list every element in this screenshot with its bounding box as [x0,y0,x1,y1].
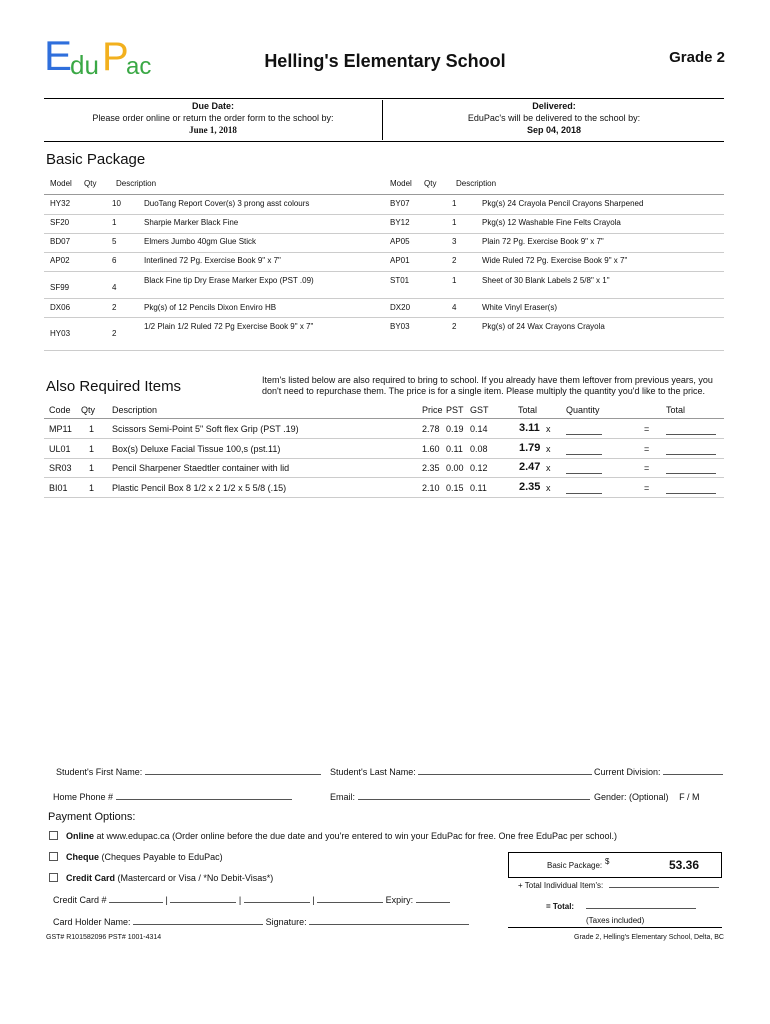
equals-sign: = [644,463,650,473]
col-gst: GST [470,405,489,415]
col-description: Description [116,179,157,188]
basic-cell-description: Pkg(s) 12 Washable Fine Felts Crayola [482,218,621,227]
col-qty: Qty [84,179,97,188]
school-title: Helling's Elementary School [264,51,506,71]
basic-row-divider [44,214,724,215]
col-description-2: Description [456,179,497,188]
grade-label: Grade 2 [669,49,725,66]
basic-cell-qty: 6 [112,256,117,265]
basic-package-value: 53.36 [669,858,700,872]
also-cell-description: Pencil Sharpener Staedtler container with lid [112,463,290,473]
quantity-input[interactable] [566,434,602,435]
also-cell-gst: 0.08 [470,443,488,454]
basic-cell-model: AP01 [390,256,410,265]
line-total-input[interactable] [666,434,716,435]
basic-cell-description: Wide Ruled 72 Pg. Exercise Book 9" x 7" [482,256,628,265]
quantity-input[interactable] [566,473,602,474]
basic-cell-description: Plain 72 Pg. Exercise Book 9" x 7" [482,237,604,246]
col-price: Price [422,405,443,415]
basic-cell-description: DuoTang Report Cover(s) 3 prong asst colours [144,199,310,208]
line-total-input[interactable] [666,454,716,455]
also-cell-total: 3.11 [519,422,540,434]
online-option [66,831,617,841]
basic-cell-model: BY07 [390,199,410,208]
basic-cell-description: Pkg(s) 24 Crayola Pencil Crayons Sharpened [482,199,644,208]
also-cell-description: Scissors Semi-Point 5" Soft flex Grip (PST .19) [112,424,299,434]
delivered-text: EduPac's will be delivered to the school by: [467,113,641,123]
delivered-label: Delivered: [532,101,576,111]
equals-sign: = [644,482,650,493]
first-name-field[interactable] [56,767,321,777]
also-required-title: Also Required Items [46,378,182,395]
cheque-checkbox[interactable] [49,852,58,861]
logo-p: P [102,35,129,79]
multiply-sign: x [546,443,551,454]
delivered-box [384,100,724,140]
also-cell-price: 2.78 [422,424,440,434]
header-bottom-divider [44,141,724,142]
also-cell-qty: 1 [89,482,95,493]
also-cell-total: 2.35 [519,480,541,493]
basic-cell-qty: 5 [112,237,117,246]
basic-cell-description: Pkg(s) of 12 Pencils Dixon Enviro HB [144,303,277,312]
card-holder-input[interactable] [133,924,263,925]
line-total-input[interactable] [666,473,716,474]
logo-ac: ac [126,53,152,80]
also-cell-code: MP11 [49,424,72,434]
basic-cell-model: BD07 [50,237,71,246]
basic-cell-description: 1/2 Plain 1/2 Ruled 72 Pg Exercise Book 9" x 7" [144,322,314,331]
col-qty-2: Qty [424,179,437,188]
basic-cell-qty: 1 [112,218,117,227]
delivered-date: Sep 04, 2018 [526,125,582,135]
also-row-divider [44,438,724,439]
also-cell-code: SR03 [49,463,72,473]
expiry-input[interactable] [416,902,450,903]
gender-field[interactable] [594,792,700,802]
basic-cell-qty: 1 [452,276,457,285]
basic-row-divider [44,233,724,234]
last-name-input[interactable] [418,774,592,775]
credit-card-number-field[interactable]: Credit Card # | | | Expiry: [53,895,450,905]
division-field[interactable] [594,767,723,777]
basic-cell-qty: 2 [452,322,457,331]
basic-cell-description: Black Fine tip Dry Erase Marker Expo (PST .09) [144,276,314,285]
also-header-line [44,418,724,419]
basic-cell-description: Elmers Jumbo 40gm Glue Stick [144,237,257,246]
multiply-sign: x [546,424,551,434]
basic-cell-model: AP02 [50,256,70,265]
first-name-input[interactable] [145,774,321,775]
cheque-option [66,852,223,862]
basic-package-title: Basic Package [46,151,146,168]
also-cell-qty: 1 [89,443,95,454]
due-date-value: June 1, 2018 [189,125,237,135]
quantity-input[interactable] [566,454,602,455]
basic-cell-model: BY12 [390,218,410,227]
last-name-field[interactable] [330,767,592,777]
signature-label: Signature: [265,917,307,927]
basic-cell-qty: 2 [112,303,117,312]
due-date-text: Please order online or return the order form to the school by: [92,113,334,123]
basic-cell-model: SF99 [50,283,70,292]
also-cell-pst: 0.00 [446,463,464,473]
logo-du: du [70,50,99,80]
multiply-sign: x [546,463,551,473]
equals-sign: = [644,443,650,454]
basic-package-summary [508,852,722,878]
col-model-2: Model [390,179,412,188]
header-divider [44,98,724,99]
last-name-label: Student's Last Name: [330,767,416,777]
footer-school-info: Grade 2, Helling's Elementary School, Delta, BC [574,934,724,941]
also-cell-code: BI01 [49,482,68,493]
phone-label: Home Phone # [53,792,114,802]
basic-cell-qty: 1 [452,218,457,227]
phone-field[interactable] [53,792,292,802]
credit-option [66,873,273,883]
basic-cell-model: DX06 [50,303,71,312]
gender-options[interactable]: F / M [679,792,700,802]
also-cell-total: 2.47 [519,461,541,473]
also-row-divider [44,458,724,459]
col-total-2: Total [666,405,686,415]
also-cell-code: UL01 [49,443,71,454]
basic-cell-model: HY03 [50,329,71,338]
online-checkbox[interactable] [49,831,58,840]
basic-row-divider [44,252,724,253]
basic-cell-qty: 2 [452,256,457,265]
email-input[interactable] [358,799,590,800]
cheque-label: Cheque [66,852,100,862]
card-segment-3[interactable] [244,902,310,903]
also-cell-gst: 0.12 [470,463,488,473]
basic-header-line [44,194,724,195]
col-total: Total [518,405,538,415]
basic-row-divider [44,317,724,318]
basic-cell-model: DX20 [390,303,411,312]
grand-total[interactable] [546,902,696,911]
online-label: Online [66,831,95,841]
summary-bottom-line [508,927,722,928]
basic-cell-model: ST01 [390,276,410,285]
basic-cell-description: Sheet of 30 Blank Labels 2 5/8" x 1" [482,276,610,285]
credit-label: Credit Card [66,873,116,883]
also-cell-description: Box(s) Deluxe Facial Tissue 100,s (pst.11) [112,443,281,454]
basic-cell-description: Pkg(s) of 24 Wax Crayons Crayola [482,322,605,331]
basic-cell-qty: 2 [112,329,117,338]
basic-cell-description: White Vinyl Eraser(s) [482,303,557,312]
card-holder-label: Card Holder Name: [53,917,131,927]
also-required-note: Item's listed below are also required to bring to school. If you already have them leftover from previous years, you don't need to repurchase them. The price is for a single item. Please multiply the quantity you'd like to the price. [262,375,713,396]
col-pst: PST [446,405,464,415]
col-also-description: Description [112,405,158,415]
basic-package-summary-label: Basic Package: [547,861,603,870]
also-row-divider [44,477,724,478]
taxes-included-note: (Taxes included) [586,916,645,925]
currency-symbol: $ [605,857,610,866]
grand-total-input[interactable] [586,908,696,909]
basic-cell-model: AP05 [390,237,410,246]
basic-cell-qty: 4 [112,283,117,292]
division-label: Current Division: [594,767,661,777]
basic-cell-qty: 3 [452,237,457,246]
equals-sign: = [644,424,650,434]
individual-items-input[interactable] [609,887,719,888]
credit-card-label: Credit Card # [53,895,107,905]
gender-label: Gender: (Optional) [594,792,669,802]
basic-row-divider [44,350,724,351]
footer-tax-numbers: GST# R101582096 PST# 1001-4314 [46,934,162,941]
card-segment-2[interactable] [170,902,236,903]
col-code: Code [49,405,71,415]
individual-items-label: + Total Individual Item's: [518,881,604,890]
basic-cell-description: Sharpie Marker Black Fine [144,218,239,227]
credit-checkbox[interactable] [49,873,58,882]
signature-input[interactable] [309,924,469,925]
basic-row-divider [44,298,724,299]
online-text: at www.edupac.ca (Order online before the due date and you're entered to win your EduPac for free. One free EduPac per school.) [96,831,618,841]
logo-e: E [44,32,73,79]
also-cell-total: 1.79 [519,441,541,454]
also-cell-pst: 0.11 [446,443,463,454]
card-segment-4[interactable] [317,902,383,903]
basic-row-divider [44,271,724,272]
basic-cell-model: SF20 [50,218,70,227]
grand-total-label: = Total: [546,902,575,911]
also-cell-price: 2.10 [422,482,440,493]
also-cell-qty: 1 [89,463,95,473]
due-date-label: Due Date: [191,101,234,111]
also-cell-description: Plastic Pencil Box 8 1/2 x 2 1/2 x 5 5/8 (.15) [112,482,287,493]
expiry-label: Expiry: [385,895,414,905]
first-name-label: Student's First Name: [56,767,143,777]
cheque-text: (Cheques Payable to EduPac) [101,852,223,862]
also-cell-qty: 1 [89,424,95,434]
division-input[interactable] [663,774,723,775]
basic-cell-model: HY32 [50,199,71,208]
col-also-qty: Qty [81,405,96,415]
also-cell-pst: 0.15 [446,482,464,493]
col-quantity: Quantity [566,405,600,415]
credit-text: (Mastercard or Visa / *No Debit-Visas*) [117,873,274,883]
also-cell-price: 1.60 [422,443,440,454]
also-cell-pst: 0.19 [446,424,464,434]
card-holder-field[interactable] [53,917,469,927]
line-total-input[interactable] [666,493,716,494]
individual-items-total[interactable] [518,881,719,890]
also-cell-gst: 0.11 [470,482,487,493]
quantity-input[interactable] [566,493,602,494]
email-label: Email: [330,792,356,802]
basic-cell-qty: 4 [452,303,457,312]
payment-title: Payment Options: [48,811,136,823]
also-cell-gst: 0.14 [470,424,488,434]
card-segment-1[interactable] [109,902,163,903]
basic-cell-model: BY03 [390,322,410,331]
phone-input[interactable] [116,799,292,800]
basic-cell-qty: 10 [112,199,121,208]
multiply-sign: x [546,482,551,493]
due-date-box [44,100,383,140]
basic-cell-description: Interlined 72 Pg. Exercise Book 9" x 7" [144,256,281,265]
also-cell-price: 2.35 [422,463,440,473]
col-model: Model [50,179,72,188]
also-row-divider [44,497,724,498]
email-field[interactable] [330,792,590,802]
basic-cell-qty: 1 [452,199,457,208]
